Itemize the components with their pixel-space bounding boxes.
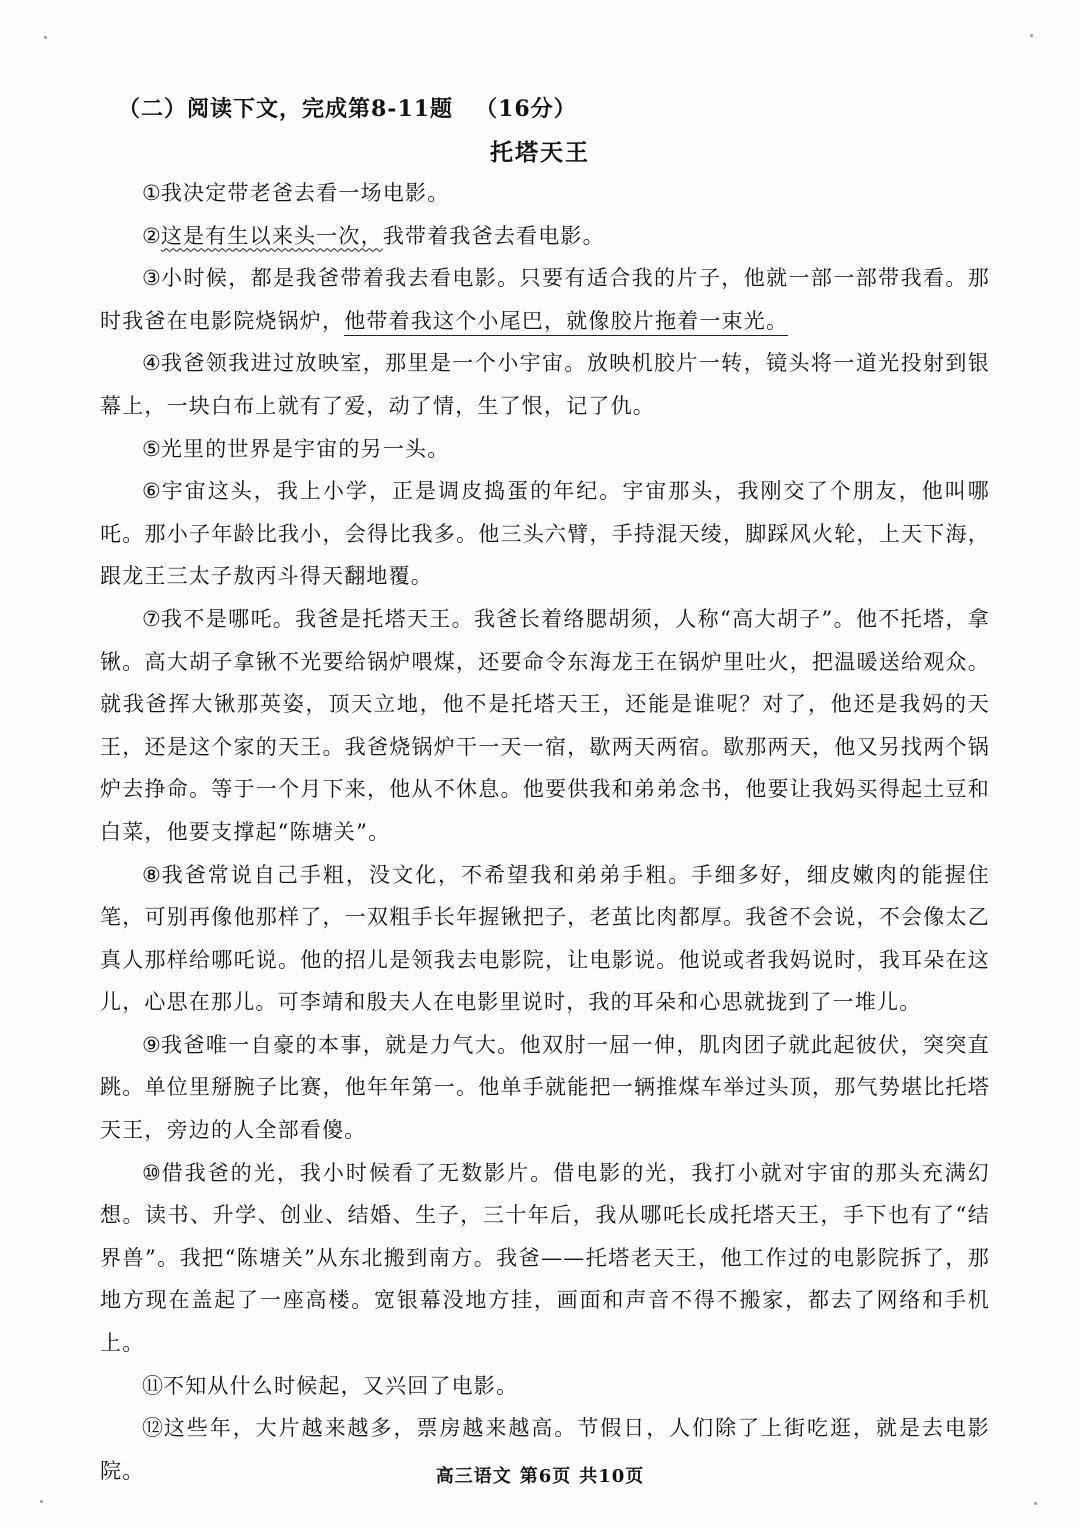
paragraph-number: ⑨ <box>142 1032 162 1057</box>
paragraph-7 <box>100 598 990 854</box>
scan-speck <box>1030 34 1033 37</box>
paragraph-11 <box>100 1365 990 1408</box>
paragraph-number: ⑪ <box>142 1373 163 1398</box>
paragraph-text: 我决定带老爸去看一场电影。 <box>160 181 450 205</box>
footer-subject: 高三语文 <box>435 1466 512 1487</box>
paragraph-6 <box>100 470 990 598</box>
footer-total-pages: 共10页 <box>579 1466 645 1487</box>
paragraph-text: 不知从什么时候起，又兴回了电影。 <box>163 1373 519 1398</box>
paragraph-number: ① <box>142 181 161 205</box>
paragraph-text: 光里的世界是宇宙的另一头。 <box>160 436 450 461</box>
paragraph-9 <box>100 1024 990 1152</box>
paragraph-number: ⑫ <box>142 1416 164 1441</box>
scan-speck <box>40 1500 43 1503</box>
paragraph-text: 我不是哪吒。我爸是托塔天王。我爸长着络腮胡须，人称“高大胡子”。他不托塔，拿锹。高大胡子拿锹不光要给锅炉喂煤，还要命令东海龙王在锅炉里吐火，把温暖送给观众。就我爸挥大锹那英姿，顶天立地，他不是托塔天王，还能是谁呢？对了，他还是我妈的天王，还是这个家的天王。我爸烧锅炉干一天一宿，歇两天两宿。歇那两天，他又另找两个锅炉去挣命。等于一个月下来，他从不休息。他要供我和弟弟念书，他要让我妈买得起土豆和白菜，他要支撑起“陈塘关”。 <box>100 606 991 844</box>
paragraph-2 <box>100 215 990 258</box>
paragraph-8 <box>100 854 990 1024</box>
paragraph-3 <box>100 257 990 342</box>
paragraph-text: 我爸领我进过放映室，那里是一个小宇宙。放映机胶片一转，镜头将一道光投射到银幕上，一块白布上就有了爱，动了情，生了恨，记了仇。 <box>100 351 990 418</box>
paragraph-number: ⑩ <box>142 1160 162 1185</box>
paragraph-text: 借我爸的光，我小时候看了无数影片。借电影的光，我打小就对宇宙的那头充满幻想。读书、升学、创业、结婚、生子，三十年后，我从哪吒长成托塔天王，手下也有了“结界兽”。我把“陈塘关”从东北搬到南方。我爸——托塔老天王，他工作过的电影院拆了，那地方现在盖起了一座高楼。宽银幕没地方挂，画面和声音不得不搬家，都去了网络和手机上。 <box>100 1160 991 1356</box>
paragraph-1 <box>100 172 990 215</box>
paragraph-text: 这些年，大片越来越多，票房越来越高。节假日，人们除了上街吃逛，就是去电影院。 <box>100 1416 991 1483</box>
section-heading <box>118 92 577 123</box>
paragraph-10 <box>100 1152 990 1365</box>
paragraph-text: 我爸唯一自豪的本事，就是力气大。他双肘一屈一伸，肌肉团子就此起彼伏，突突直跳。单位里掰腕子比赛，他年年第一。他单手就能把一辆推煤车举过头顶，那气势堪比托塔天王，旁边的人全部看傻。 <box>100 1032 990 1143</box>
paragraph-text: 宇宙这头，我上小学，正是调皮捣蛋的年纪。宇宙那头，我刚交了个朋友，他叫哪吒。那小子年龄比我小，会得比我多。他三头六臂，手持混天绫，脚踩风火轮，上天下海，跟龙王三太子敖丙斗得天翻地覆。 <box>100 479 991 589</box>
paragraph-number: ⑦ <box>142 606 161 631</box>
paragraph-number: ② <box>142 223 161 248</box>
scan-speck <box>1034 1502 1037 1505</box>
footer-page-number: 第6页 <box>519 1466 572 1487</box>
paragraph-text: 我带着我爸去看电影。 <box>382 223 605 248</box>
article-title: 托塔天王 <box>490 139 590 166</box>
paragraph-text: 小时候，都是我爸带着我去看电影。只要有适合我的片子，他就一部一部带我看。那时我爸在电影院烧锅炉， <box>100 266 990 333</box>
paragraph-4 <box>100 342 990 427</box>
section-score: （16分） <box>475 96 577 122</box>
paragraph-number: ④ <box>142 351 162 376</box>
paragraph-number: ⑤ <box>142 436 161 461</box>
scan-speck <box>44 36 47 39</box>
paragraph-number: ③ <box>142 266 162 291</box>
wavy-underlined-phrase: 这是有生以来头一次， <box>160 223 383 248</box>
paragraph-number: ⑧ <box>142 862 162 887</box>
paragraph-text: 我爸常说自己手粗，没文化，不希望我和弟弟手粗。手细多好，细皮嫩肉的能握住笔，可别再像他那样了，一双粗手长年握锹把子，老茧比肉都厚。我爸不会说，不会像太乙真人那样给哪吒说。他的招儿是领我去电影院，让电影说。他说或者我妈说时，我耳朵在这儿，心思在那儿。可李靖和殷夫人在电影里说时，我的耳朵和心思就拢到了一堆儿。 <box>100 862 991 1015</box>
section-heading-text: （二）阅读下文，完成第8-11题 <box>118 96 454 122</box>
page-footer <box>0 1462 1080 1488</box>
article-body <box>100 172 990 1492</box>
underlined-sentence: 他带着我这个小尾巴，就像胶片拖着一束光。 <box>344 309 788 336</box>
paragraph-5 <box>100 428 990 471</box>
paragraph-number: ⑥ <box>142 479 162 504</box>
